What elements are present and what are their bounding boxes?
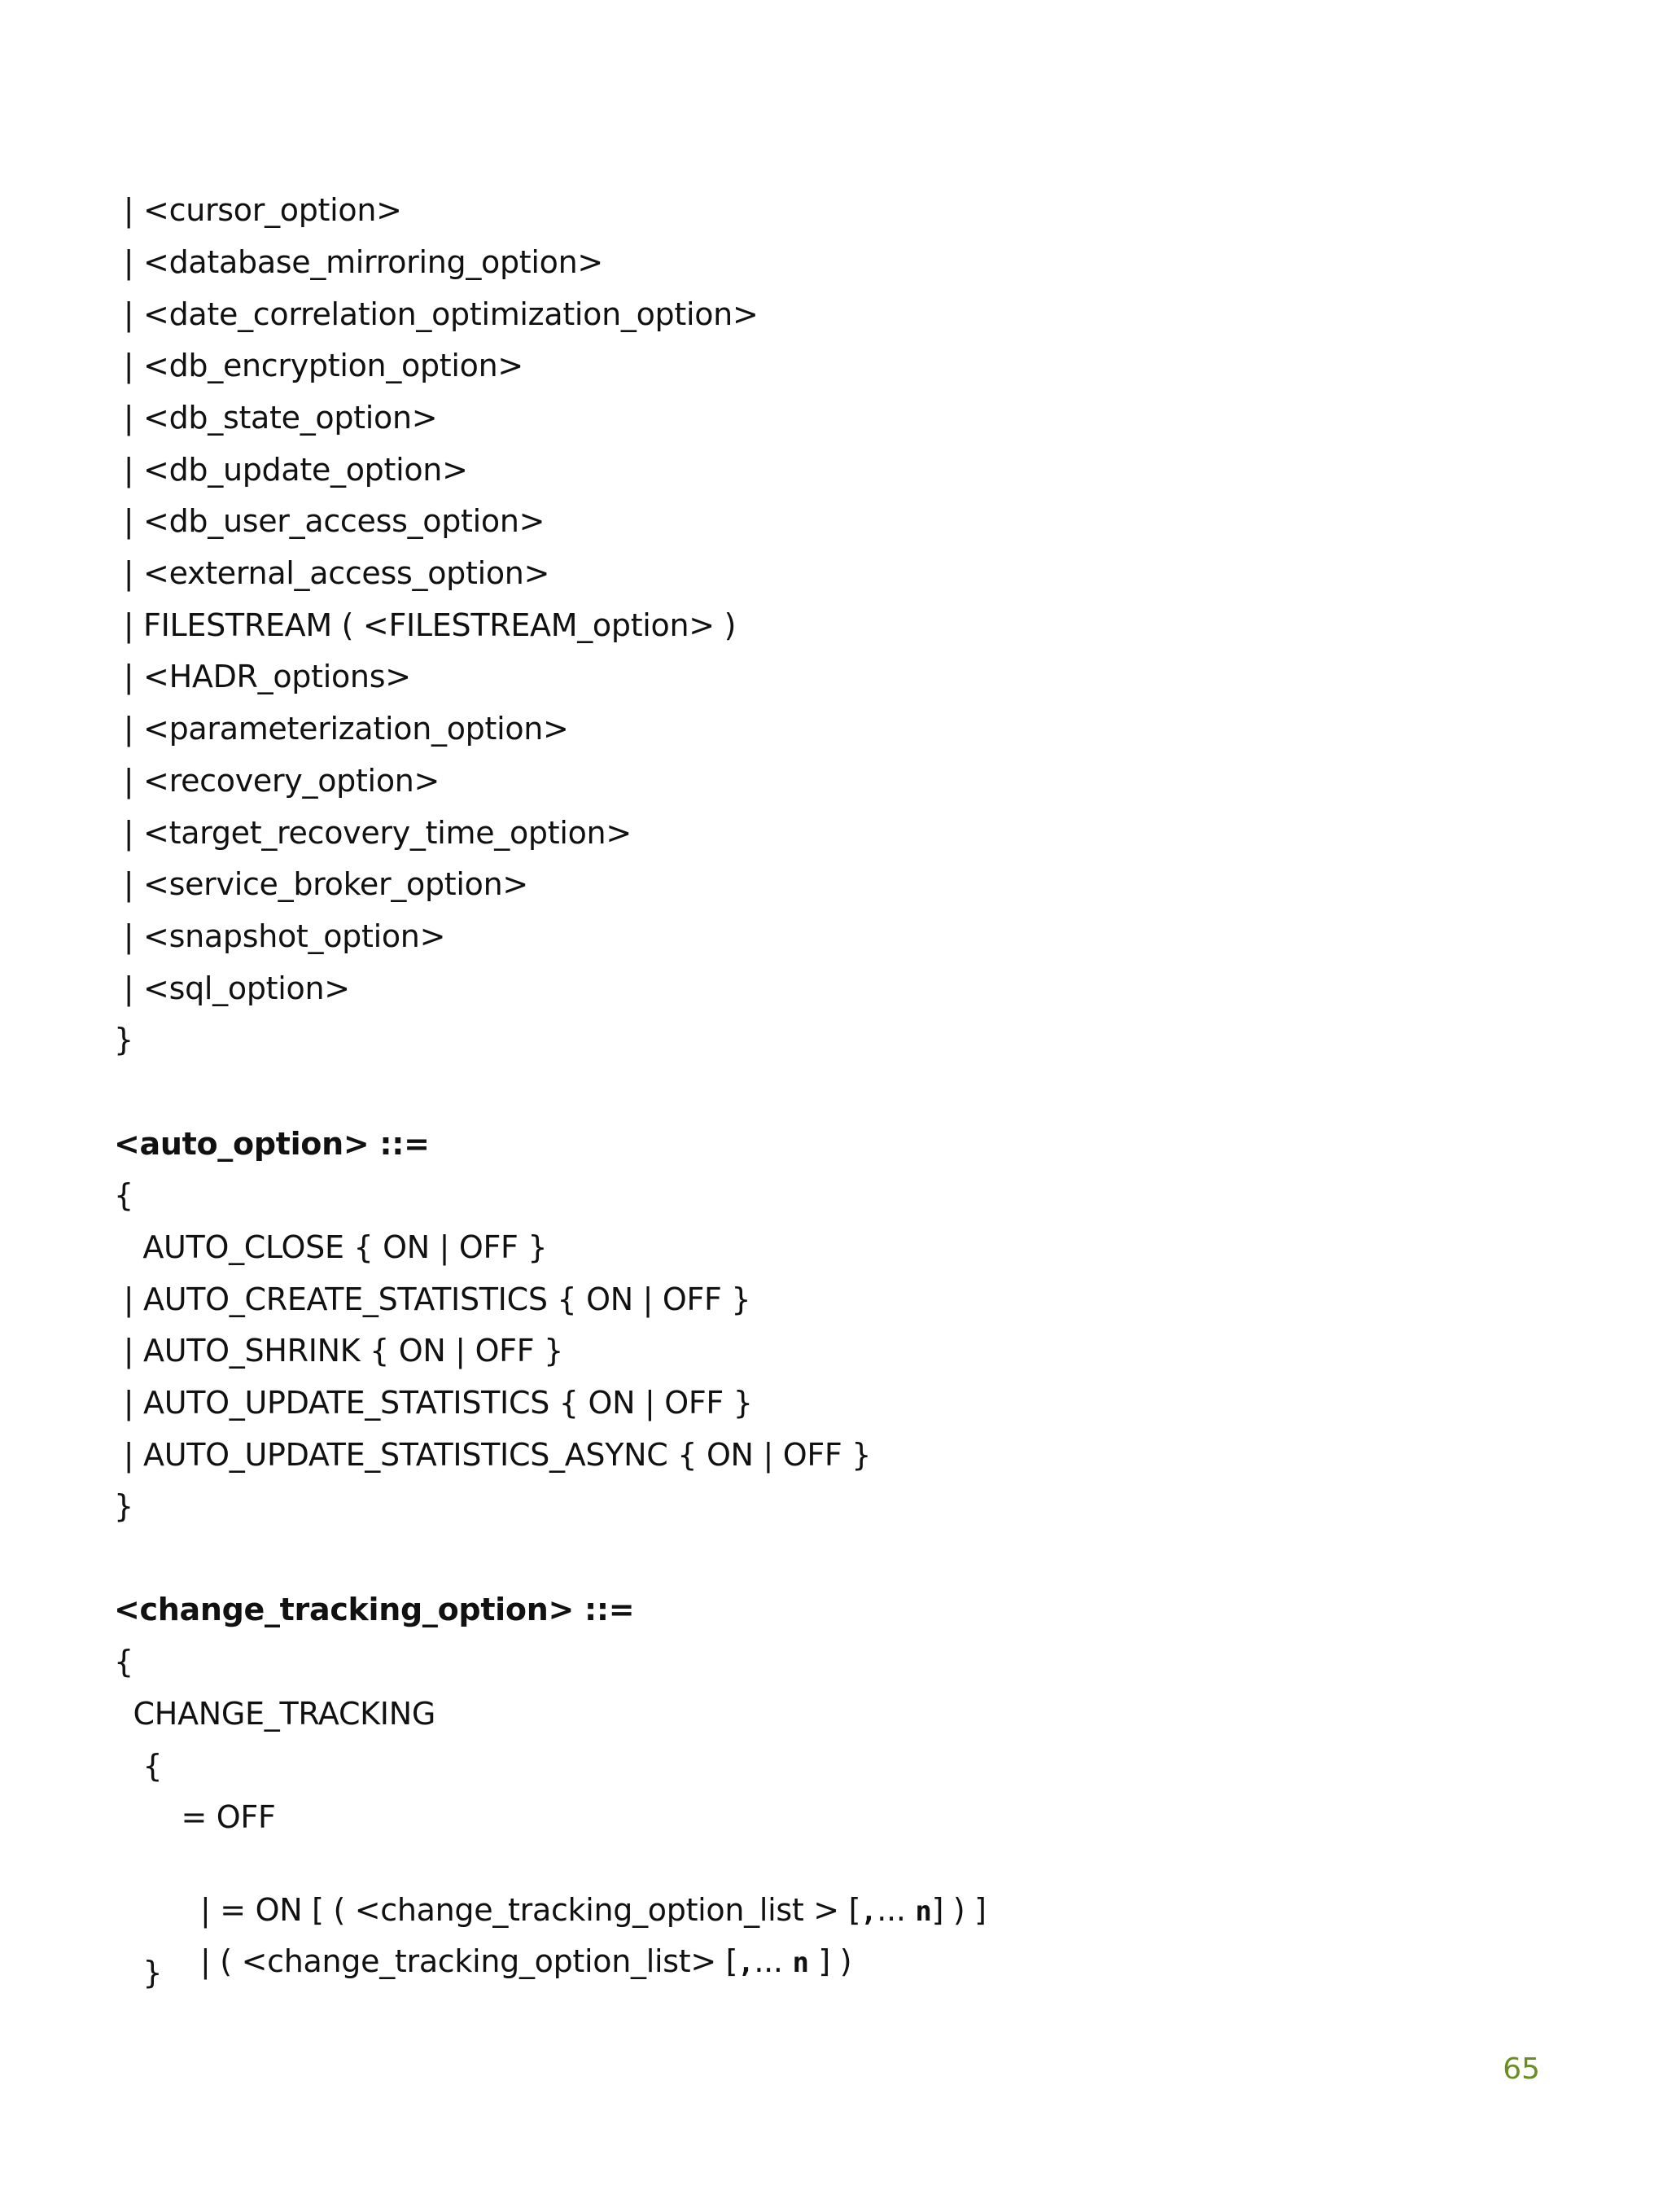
syntax-ellipsis: ... xyxy=(877,1892,916,1928)
syntax-n: n xyxy=(792,1947,809,1979)
syntax-n: n xyxy=(915,1895,932,1928)
syntax-line: | AUTO_SHRINK { ON | OFF } xyxy=(114,1333,563,1369)
syntax-line: } xyxy=(114,1488,133,1524)
syntax-line: | <db_user_access_option> xyxy=(114,503,545,539)
syntax-line: { xyxy=(114,1177,133,1213)
syntax-line: } xyxy=(114,1955,163,1991)
syntax-line: | <service_broker_option> xyxy=(114,866,528,902)
syntax-line: | <cursor_option> xyxy=(114,192,402,228)
syntax-comma: , xyxy=(737,1947,755,1979)
page-number: 65 xyxy=(1503,2052,1540,2086)
syntax-line: } xyxy=(114,1022,133,1058)
syntax-line: | AUTO_UPDATE_STATISTICS { ON | OFF } xyxy=(114,1385,753,1421)
syntax-line: | <parameterization_option> xyxy=(114,711,569,747)
syntax-line: | AUTO_CREATE_STATISTICS { ON | OFF } xyxy=(114,1281,751,1317)
syntax-line: | <db_state_option> xyxy=(114,400,438,436)
syntax-line: | <target_recovery_time_option> xyxy=(114,815,632,851)
syntax-line: | <recovery_option> xyxy=(114,763,440,799)
syntax-line: = OFF xyxy=(114,1799,276,1835)
syntax-line: | <db_update_option> xyxy=(114,452,468,488)
section-heading-auto-option: <auto_option> ::= xyxy=(114,1126,430,1162)
syntax-line: | FILESTREAM ( <FILESTREAM_option> ) xyxy=(114,607,737,643)
syntax-line: | <db_encryption_option> xyxy=(114,348,523,383)
syntax-line: AUTO_CLOSE { ON | OFF } xyxy=(114,1229,548,1265)
syntax-line: | <external_access_option> xyxy=(114,555,550,591)
syntax-line: | <HADR_options> xyxy=(114,659,411,694)
syntax-line: | <snapshot_option> xyxy=(114,918,446,954)
syntax-line: | <database_mirroring_option> xyxy=(114,244,603,280)
syntax-line: { xyxy=(114,1644,133,1680)
syntax-line: | <date_correlation_optimization_option> xyxy=(114,296,759,332)
syntax-line xyxy=(114,1900,852,1979)
syntax-comma: , xyxy=(860,1895,877,1928)
syntax-line: | AUTO_UPDATE_STATISTICS_ASYNC { ON | OFF } xyxy=(114,1437,872,1473)
syntax-line: | <sql_option> xyxy=(114,970,350,1006)
syntax-text: | ( <change_tracking_option_list> [ xyxy=(152,1943,738,1979)
syntax-line: { xyxy=(114,1748,163,1784)
syntax-line xyxy=(114,1849,987,1928)
section-heading-change-tracking-option: <change_tracking_option> ::= xyxy=(114,1592,635,1627)
syntax-line: CHANGE_TRACKING xyxy=(114,1696,435,1732)
syntax-text: ] ) ] xyxy=(931,1892,987,1928)
syntax-text: | = ON [ ( <change_tracking_option_list > [ xyxy=(152,1892,861,1928)
syntax-ellipsis: ... xyxy=(754,1943,793,1979)
syntax-text: ] ) xyxy=(808,1943,852,1979)
